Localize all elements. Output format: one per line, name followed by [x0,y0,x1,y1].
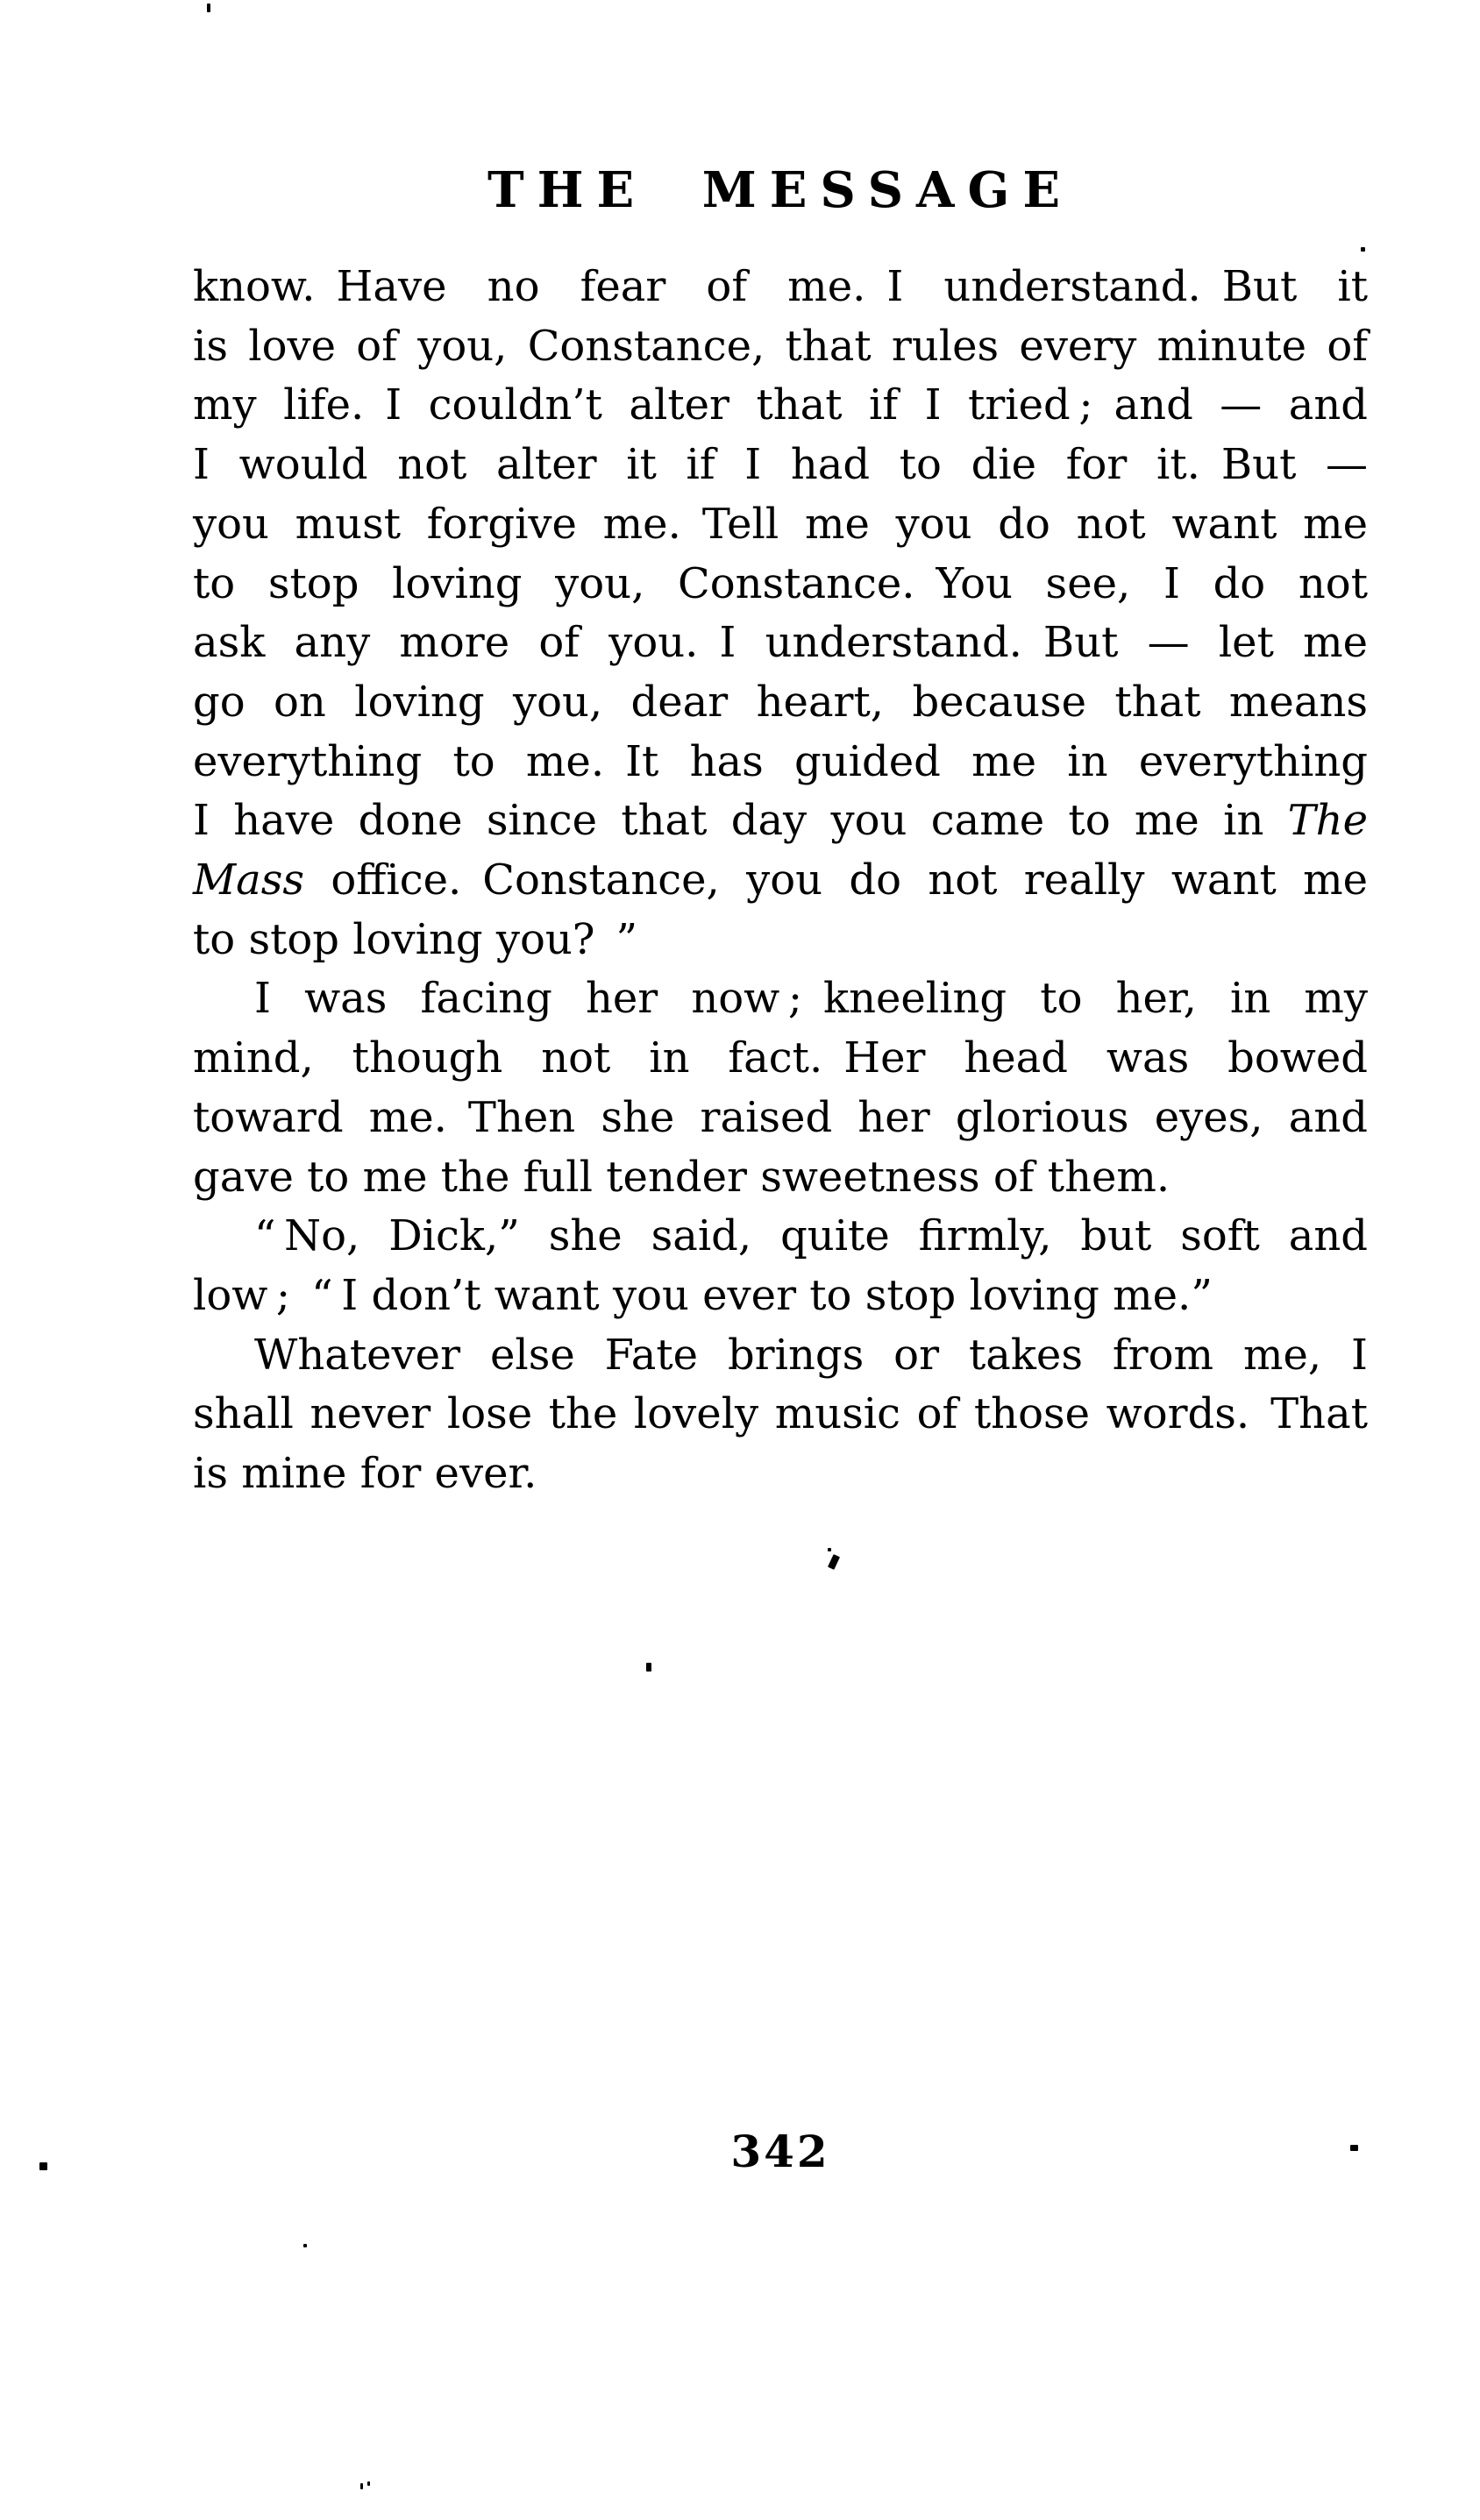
text-line [193,436,1368,495]
text-segment: gave to me the full tender sweetness of them. [193,1152,1170,1202]
text-segment: is love of you, Constance, that rules every minute of [193,321,1368,371]
text-line [193,1326,1368,1386]
text-segment: office. Constance, you do not really want me [304,855,1368,905]
text-segment: is mine for ever. [193,1449,537,1499]
text-line [193,495,1368,555]
scan-speck-artifact [207,4,210,12]
text-line [193,969,1368,1029]
text-line [193,317,1368,377]
scan-speck-artifact [1350,2145,1358,2151]
text-line [193,791,1368,851]
text-segment: I would not alter it if I had to die for it. But — [193,440,1368,490]
text-line [193,1267,1368,1326]
page-title: THE MESSAGE [487,161,1074,219]
text-line [193,1207,1368,1267]
text-segment: know. Have no fear of me. I understand. But it [193,262,1368,311]
scan-speck-artifact [367,2481,370,2486]
text-segment-italic: The [1287,796,1368,846]
text-segment: to stop loving you, Constance. You see, I do not [193,558,1368,608]
text-line [193,1089,1368,1148]
text-line [193,733,1368,792]
text-segment: my life. I couldn’t alter that if I tried ; and — and [193,380,1368,430]
text-segment-italic: Mass [193,855,305,905]
text-segment: Whatever else Fate brings or takes from me, I [254,1330,1368,1380]
text-segment: to stop loving you? ” [193,914,638,964]
scan-speck-artifact [646,1663,651,1672]
text-segment: mind, though not in fact. Her head was bowed [193,1033,1368,1083]
page-number: 342 [730,2126,830,2177]
text-line [193,1148,1368,1208]
text-line [193,555,1368,614]
text-line [193,1385,1368,1445]
text-line [193,1029,1368,1089]
scan-speck-artifact [828,1554,840,1570]
scan-speck-artifact [39,2162,47,2170]
scan-speck-artifact [1361,247,1365,252]
text-line [193,851,1368,911]
text-segment: toward me. Then she raised her glorious eyes, and [193,1092,1368,1142]
text-line [193,376,1368,436]
scan-speck-artifact [828,1548,831,1551]
scan-speck-artifact [303,2244,307,2247]
text-line [193,258,1368,317]
text-line [193,1445,1368,1504]
text-line [193,673,1368,733]
body-text [193,258,1368,1504]
text-segment: “ No, Dick,” she said, quite firmly, but soft and [254,1211,1368,1261]
text-segment: go on loving you, dear heart, because that means [193,677,1368,727]
text-segment: I have done since that day you came to me in [193,796,1288,846]
scan-speck-artifact [360,2483,363,2489]
text-line [193,911,1368,970]
text-segment: you must forgive me. Tell me you do not want me [193,499,1368,549]
text-segment: ask any more of you. I understand. But — let me [193,618,1368,668]
text-segment: low ; “ I don’t want you ever to stop loving me.” [193,1270,1213,1320]
text-segment: I was facing her now ; kneeling to her, in my [254,974,1368,1024]
text-segment: shall never lose the lovely music of those words. That [193,1389,1368,1439]
text-segment: everything to me. It has guided me in everything [193,736,1368,786]
text-line [193,614,1368,673]
